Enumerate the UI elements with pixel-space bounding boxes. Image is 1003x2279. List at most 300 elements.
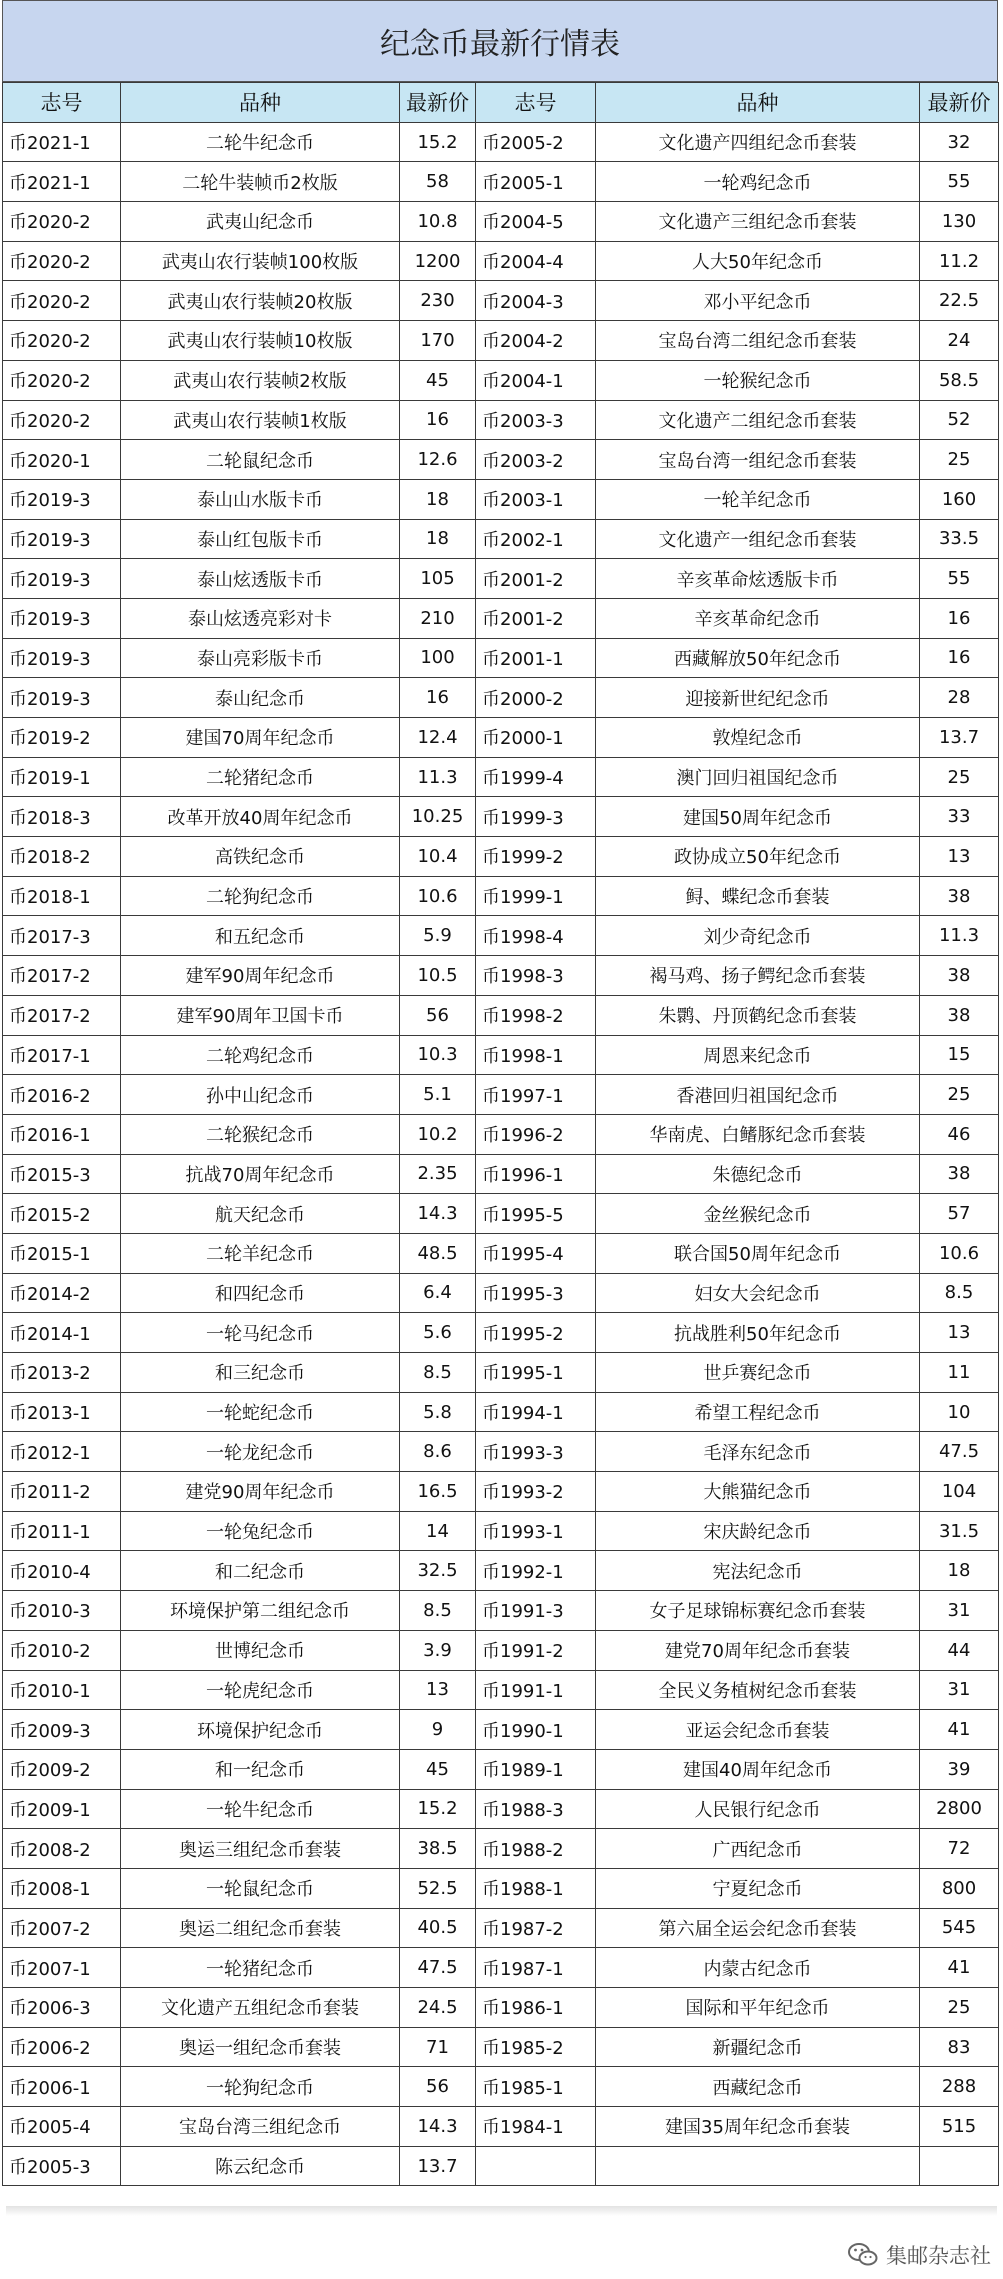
cell-name: 褐马鸡、扬子鳄纪念币套装: [596, 956, 920, 996]
table-row: [3, 1710, 999, 1750]
cell-name: 和三纪念币: [121, 1353, 400, 1393]
watermark: [848, 2240, 991, 2270]
cell-name: 建军90周年纪念币: [121, 956, 400, 996]
table-row: [3, 122, 999, 162]
cell-code: 币2009-2: [3, 1749, 121, 1789]
table-row: [3, 1988, 999, 2028]
cell-code: 币1987-1: [476, 1948, 596, 1988]
cell-code: 币2013-2: [3, 1353, 121, 1393]
table-row: [3, 1630, 999, 1670]
table-row: [3, 1154, 999, 1194]
price-table: [2, 82, 999, 2186]
table-row: [3, 1194, 999, 1234]
cell-name: 敦煌纪念币: [596, 718, 920, 758]
cell-code: 币2016-1: [3, 1114, 121, 1154]
table-row: [3, 1511, 999, 1551]
header-code-2: 志号: [476, 83, 596, 123]
cell-name: 一轮猴纪念币: [596, 360, 920, 400]
cell-price: 11.3: [920, 916, 999, 956]
cell-name: 一轮牛纪念币: [121, 1789, 400, 1829]
cell-code: 币2010-4: [3, 1551, 121, 1591]
cell-code: 币2000-2: [476, 678, 596, 718]
cell-name: 二轮鼠纪念币: [121, 440, 400, 480]
cell-code: 币1993-3: [476, 1432, 596, 1472]
watermark-text: 集邮杂志社: [886, 2244, 991, 2268]
cell-code: 币2020-2: [3, 202, 121, 242]
cell-name: 高铁纪念币: [121, 837, 400, 877]
header-code-1: 志号: [3, 83, 121, 123]
cell-code: 币2005-2: [476, 122, 596, 162]
cell-name: 人民银行纪念币: [596, 1789, 920, 1829]
cell-price: 32.5: [400, 1551, 476, 1591]
cell-name: 世博纪念币: [121, 1630, 400, 1670]
cell-code: 币2010-2: [3, 1630, 121, 1670]
cell-name: 新疆纪念币: [596, 2027, 920, 2067]
cell-price: 58.5: [920, 360, 999, 400]
cell-price: 25: [920, 757, 999, 797]
bottom-shadow: [6, 2206, 997, 2216]
cell-price: 72: [920, 1829, 999, 1869]
cell-name: 辛亥革命纪念币: [596, 598, 920, 638]
cell-name: 泰山山水版卡币: [121, 479, 400, 519]
cell-code: 币2010-1: [3, 1670, 121, 1710]
cell-price: 14.3: [400, 2107, 476, 2147]
cell-name: 武夷山农行装帧2枚版: [121, 360, 400, 400]
table-row: [3, 519, 999, 559]
cell-name: 二轮鸡纪念币: [121, 1035, 400, 1075]
cell-name: 二轮牛纪念币: [121, 122, 400, 162]
header-name-2: 品种: [596, 83, 920, 123]
cell-name: 二轮狗纪念币: [121, 876, 400, 916]
cell-price: 230: [400, 281, 476, 321]
cell-name: 建党90周年纪念币: [121, 1472, 400, 1512]
cell-code: 币2014-1: [3, 1313, 121, 1353]
table-row: [3, 559, 999, 599]
cell-name: 一轮龙纪念币: [121, 1432, 400, 1472]
cell-price: [920, 2146, 999, 2186]
cell-price: 2800: [920, 1789, 999, 1829]
cell-price: 15.2: [400, 1789, 476, 1829]
cell-code: 币1996-1: [476, 1154, 596, 1194]
table-row: [3, 440, 999, 480]
cell-name: 建国35周年纪念币套装: [596, 2107, 920, 2147]
cell-code: 币2007-1: [3, 1948, 121, 1988]
cell-price: 13.7: [400, 2146, 476, 2186]
cell-name: 全民义务植树纪念币套装: [596, 1670, 920, 1710]
cell-price: 8.5: [400, 1353, 476, 1393]
cell-code: 币2020-1: [3, 440, 121, 480]
cell-code: 币1998-3: [476, 956, 596, 996]
cell-code: [476, 2146, 596, 2186]
cell-code: 币1995-1: [476, 1353, 596, 1393]
cell-code: 币1988-1: [476, 1868, 596, 1908]
cell-code: 币1999-1: [476, 876, 596, 916]
cell-code: 币2004-1: [476, 360, 596, 400]
cell-name: 文化遗产三组纪念币套装: [596, 202, 920, 242]
cell-code: 币2017-1: [3, 1035, 121, 1075]
cell-code: 币2004-3: [476, 281, 596, 321]
table-row: [3, 995, 999, 1035]
header-name-1: 品种: [121, 83, 400, 123]
cell-name: 二轮猪纪念币: [121, 757, 400, 797]
cell-code: 币2001-2: [476, 559, 596, 599]
cell-code: 币1991-2: [476, 1630, 596, 1670]
cell-name: 女子足球锦标赛纪念币套装: [596, 1591, 920, 1631]
cell-price: 39: [920, 1749, 999, 1789]
cell-price: 14: [400, 1511, 476, 1551]
cell-name: 文化遗产四组纪念币套装: [596, 122, 920, 162]
cell-price: 13: [920, 1313, 999, 1353]
cell-name: 金丝猴纪念币: [596, 1194, 920, 1234]
cell-code: 币2008-2: [3, 1829, 121, 1869]
cell-code: 币2017-2: [3, 956, 121, 996]
table-row: [3, 479, 999, 519]
cell-name: 泰山红包版卡币: [121, 519, 400, 559]
cell-code: 币2020-2: [3, 360, 121, 400]
cell-code: 币2019-3: [3, 479, 121, 519]
cell-price: 100: [400, 638, 476, 678]
cell-price: 13.7: [920, 718, 999, 758]
cell-name: 朱德纪念币: [596, 1154, 920, 1194]
table-row: [3, 638, 999, 678]
table-row: [3, 1829, 999, 1869]
cell-code: 币1997-1: [476, 1075, 596, 1115]
cell-code: 币2006-3: [3, 1988, 121, 2028]
cell-name: 一轮兔纪念币: [121, 1511, 400, 1551]
cell-code: 币1992-1: [476, 1551, 596, 1591]
cell-price: 18: [400, 479, 476, 519]
cell-name: 航天纪念币: [121, 1194, 400, 1234]
cell-price: 38: [920, 956, 999, 996]
cell-name: 二轮牛装帧币2枚版: [121, 162, 400, 202]
cell-price: 14.3: [400, 1194, 476, 1234]
cell-price: 71: [400, 2027, 476, 2067]
cell-name: 孙中山纪念币: [121, 1075, 400, 1115]
cell-price: 52.5: [400, 1868, 476, 1908]
cell-code: 币2015-1: [3, 1233, 121, 1273]
cell-code: 币2011-1: [3, 1511, 121, 1551]
table-row: [3, 837, 999, 877]
cell-price: 38: [920, 876, 999, 916]
cell-name: 武夷山农行装帧100枚版: [121, 241, 400, 281]
table-row: [3, 1273, 999, 1313]
cell-name: 环境保护第二组纪念币: [121, 1591, 400, 1631]
table-body: [3, 122, 999, 2186]
cell-name: 内蒙古纪念币: [596, 1948, 920, 1988]
cell-code: 币1995-3: [476, 1273, 596, 1313]
cell-name: 政协成立50年纪念币: [596, 837, 920, 877]
cell-price: 33: [920, 797, 999, 837]
cell-price: 38: [920, 995, 999, 1035]
cell-code: 币2001-1: [476, 638, 596, 678]
cell-code: 币2021-1: [3, 122, 121, 162]
cell-code: 币2005-3: [3, 2146, 121, 2186]
cell-code: 币2017-3: [3, 916, 121, 956]
cell-code: 币1999-2: [476, 837, 596, 877]
cell-price: 104: [920, 1472, 999, 1512]
cell-name: 希望工程纪念币: [596, 1392, 920, 1432]
cell-code: 币2004-5: [476, 202, 596, 242]
cell-name: 毛泽东纪念币: [596, 1432, 920, 1472]
cell-name: 改革开放40周年纪念币: [121, 797, 400, 837]
cell-code: 币2015-2: [3, 1194, 121, 1234]
cell-price: 58: [400, 162, 476, 202]
table-row: [3, 678, 999, 718]
table-row: [3, 1948, 999, 1988]
cell-name: 宁夏纪念币: [596, 1868, 920, 1908]
cell-price: 10.4: [400, 837, 476, 877]
cell-name: 鲟、蝶纪念币套装: [596, 876, 920, 916]
cell-code: 币1996-2: [476, 1114, 596, 1154]
cell-name: 一轮马纪念币: [121, 1313, 400, 1353]
table-row: [3, 956, 999, 996]
table-row: [3, 1472, 999, 1512]
cell-price: 12.6: [400, 440, 476, 480]
table-row: [3, 1432, 999, 1472]
cell-name: 迎接新世纪纪念币: [596, 678, 920, 718]
table-row: [3, 1233, 999, 1273]
cell-price: 55: [920, 162, 999, 202]
table-row: [3, 281, 999, 321]
cell-price: 41: [920, 1948, 999, 1988]
cell-price: 13: [400, 1670, 476, 1710]
cell-name: 宝岛台湾二组纪念币套装: [596, 321, 920, 361]
cell-name: 世乒赛纪念币: [596, 1353, 920, 1393]
cell-price: 45: [400, 1749, 476, 1789]
table-row: [3, 2027, 999, 2067]
cell-code: 币2019-3: [3, 638, 121, 678]
cell-price: 8.5: [920, 1273, 999, 1313]
table-row: [3, 2067, 999, 2107]
cell-name: 环境保护纪念币: [121, 1710, 400, 1750]
cell-code: 币2005-1: [476, 162, 596, 202]
cell-name: 人大50年纪念币: [596, 241, 920, 281]
cell-code: 币2020-2: [3, 281, 121, 321]
table-row: [3, 1789, 999, 1829]
cell-price: 105: [400, 559, 476, 599]
wechat-icon: [848, 2242, 878, 2268]
cell-name: 建国40周年纪念币: [596, 1749, 920, 1789]
cell-name: 西藏纪念币: [596, 2067, 920, 2107]
cell-price: 46: [920, 1114, 999, 1154]
cell-code: 币1995-4: [476, 1233, 596, 1273]
cell-name: 宪法纪念币: [596, 1551, 920, 1591]
cell-code: 币1988-3: [476, 1789, 596, 1829]
cell-code: 币1989-1: [476, 1749, 596, 1789]
cell-price: 52: [920, 400, 999, 440]
header-price-1: 最新价: [400, 83, 476, 123]
cell-name: 辛亥革命炫透版卡币: [596, 559, 920, 599]
cell-price: 16.5: [400, 1472, 476, 1512]
cell-price: 41: [920, 1710, 999, 1750]
cell-price: 18: [920, 1551, 999, 1591]
cell-price: 5.8: [400, 1392, 476, 1432]
cell-name: 妇女大会纪念币: [596, 1273, 920, 1313]
cell-name: 广西纪念币: [596, 1829, 920, 1869]
cell-price: 25: [920, 440, 999, 480]
cell-name: 一轮羊纪念币: [596, 479, 920, 519]
price-sheet: [2, 0, 998, 2186]
cell-name: 第六届全运会纪念币套装: [596, 1908, 920, 1948]
cell-code: 币2014-2: [3, 1273, 121, 1313]
cell-name: 奥运三组纪念币套装: [121, 1829, 400, 1869]
table-row: [3, 1551, 999, 1591]
table-row: [3, 598, 999, 638]
cell-code: 币2020-2: [3, 241, 121, 281]
table-row: [3, 2146, 999, 2186]
cell-code: 币2019-3: [3, 678, 121, 718]
table-row: [3, 1908, 999, 1948]
table-row: [3, 757, 999, 797]
cell-price: 13: [920, 837, 999, 877]
cell-code: 币1998-2: [476, 995, 596, 1035]
table-row: [3, 1313, 999, 1353]
table-row: [3, 797, 999, 837]
cell-price: 16: [920, 638, 999, 678]
cell-price: 16: [920, 598, 999, 638]
cell-code: 币2004-4: [476, 241, 596, 281]
cell-name: 和五纪念币: [121, 916, 400, 956]
header-price-2: 最新价: [920, 83, 999, 123]
cell-name: 一轮狗纪念币: [121, 2067, 400, 2107]
cell-code: 币2008-1: [3, 1868, 121, 1908]
table-row: [3, 718, 999, 758]
cell-name: 和二纪念币: [121, 1551, 400, 1591]
cell-price: 22.5: [920, 281, 999, 321]
cell-code: 币2021-1: [3, 162, 121, 202]
cell-price: 38: [920, 1154, 999, 1194]
cell-price: 16: [400, 678, 476, 718]
cell-price: 288: [920, 2067, 999, 2107]
cell-code: 币2012-1: [3, 1432, 121, 1472]
cell-name: 武夷山农行装帧1枚版: [121, 400, 400, 440]
cell-code: 币2001-2: [476, 598, 596, 638]
cell-code: 币2009-3: [3, 1710, 121, 1750]
cell-name: 宝岛台湾一组纪念币套装: [596, 440, 920, 480]
cell-price: 800: [920, 1868, 999, 1908]
cell-name: 宋庆龄纪念币: [596, 1511, 920, 1551]
cell-price: 170: [400, 321, 476, 361]
cell-price: 38.5: [400, 1829, 476, 1869]
cell-price: 18: [400, 519, 476, 559]
cell-price: 10.25: [400, 797, 476, 837]
table-row: [3, 202, 999, 242]
cell-name: 和一纪念币: [121, 1749, 400, 1789]
cell-price: 6.4: [400, 1273, 476, 1313]
cell-code: 币1999-3: [476, 797, 596, 837]
cell-code: 币2011-2: [3, 1472, 121, 1512]
cell-name: 建国50周年纪念币: [596, 797, 920, 837]
table-row: [3, 162, 999, 202]
cell-price: 33.5: [920, 519, 999, 559]
cell-code: 币1990-1: [476, 1710, 596, 1750]
cell-price: 11.3: [400, 757, 476, 797]
cell-code: 币2003-1: [476, 479, 596, 519]
table-row: [3, 321, 999, 361]
cell-name: 奥运二组纪念币套装: [121, 1908, 400, 1948]
table-row: [3, 1868, 999, 1908]
cell-code: 币2000-1: [476, 718, 596, 758]
table-row: [3, 360, 999, 400]
cell-code: 币1999-4: [476, 757, 596, 797]
cell-code: 币1995-2: [476, 1313, 596, 1353]
sheet-title: 纪念币最新行情表: [2, 0, 998, 82]
cell-code: 币1984-1: [476, 2107, 596, 2147]
cell-price: 56: [400, 995, 476, 1035]
cell-name: 香港回归祖国纪念币: [596, 1075, 920, 1115]
cell-price: 15: [920, 1035, 999, 1075]
cell-name: 刘少奇纪念币: [596, 916, 920, 956]
cell-code: 币1998-4: [476, 916, 596, 956]
cell-price: 16: [400, 400, 476, 440]
cell-price: 5.6: [400, 1313, 476, 1353]
cell-code: 币2003-2: [476, 440, 596, 480]
cell-name: 二轮羊纪念币: [121, 1233, 400, 1273]
cell-price: 10: [920, 1392, 999, 1432]
table-row: [3, 916, 999, 956]
cell-name: 二轮猴纪念币: [121, 1114, 400, 1154]
cell-name: 一轮蛇纪念币: [121, 1392, 400, 1432]
cell-code: 币1985-2: [476, 2027, 596, 2067]
cell-code: 币1995-5: [476, 1194, 596, 1234]
cell-price: 10.6: [400, 876, 476, 916]
cell-price: 12.4: [400, 718, 476, 758]
cell-name: 武夷山纪念币: [121, 202, 400, 242]
cell-code: 币2006-2: [3, 2027, 121, 2067]
cell-price: 24.5: [400, 1988, 476, 2028]
cell-name: 陈云纪念币: [121, 2146, 400, 2186]
cell-price: 9: [400, 1710, 476, 1750]
cell-name: 亚运会纪念币套装: [596, 1710, 920, 1750]
cell-price: 8.5: [400, 1591, 476, 1631]
table-row: [3, 1749, 999, 1789]
table-row: [3, 400, 999, 440]
cell-code: 币2020-2: [3, 321, 121, 361]
cell-price: 2.35: [400, 1154, 476, 1194]
cell-price: 48.5: [400, 1233, 476, 1273]
cell-code: 币2019-3: [3, 519, 121, 559]
cell-code: 币2019-2: [3, 718, 121, 758]
cell-name: 周恩来纪念币: [596, 1035, 920, 1075]
cell-name: 泰山炫透版卡币: [121, 559, 400, 599]
table-row: [3, 2107, 999, 2147]
cell-price: 57: [920, 1194, 999, 1234]
cell-code: 币2015-3: [3, 1154, 121, 1194]
cell-price: 545: [920, 1908, 999, 1948]
cell-price: 160: [920, 479, 999, 519]
table-row: [3, 1591, 999, 1631]
cell-price: 32: [920, 122, 999, 162]
cell-code: 币2018-3: [3, 797, 121, 837]
cell-price: 1200: [400, 241, 476, 281]
cell-code: 币2006-1: [3, 2067, 121, 2107]
cell-code: 币2019-3: [3, 559, 121, 599]
cell-name: 联合国50周年纪念币: [596, 1233, 920, 1273]
cell-name: 宝岛台湾三组纪念币: [121, 2107, 400, 2147]
cell-name: 和四纪念币: [121, 1273, 400, 1313]
cell-name: 文化遗产二组纪念币套装: [596, 400, 920, 440]
cell-price: 11.2: [920, 241, 999, 281]
cell-name: 建党70周年纪念币套装: [596, 1630, 920, 1670]
cell-code: 币2019-1: [3, 757, 121, 797]
cell-code: 币1985-1: [476, 2067, 596, 2107]
cell-price: 40.5: [400, 1908, 476, 1948]
cell-code: 币1986-1: [476, 1988, 596, 2028]
cell-name: 大熊猫纪念币: [596, 1472, 920, 1512]
table-row: [3, 1353, 999, 1393]
cell-name: 文化遗产一组纪念币套装: [596, 519, 920, 559]
cell-price: 44: [920, 1630, 999, 1670]
